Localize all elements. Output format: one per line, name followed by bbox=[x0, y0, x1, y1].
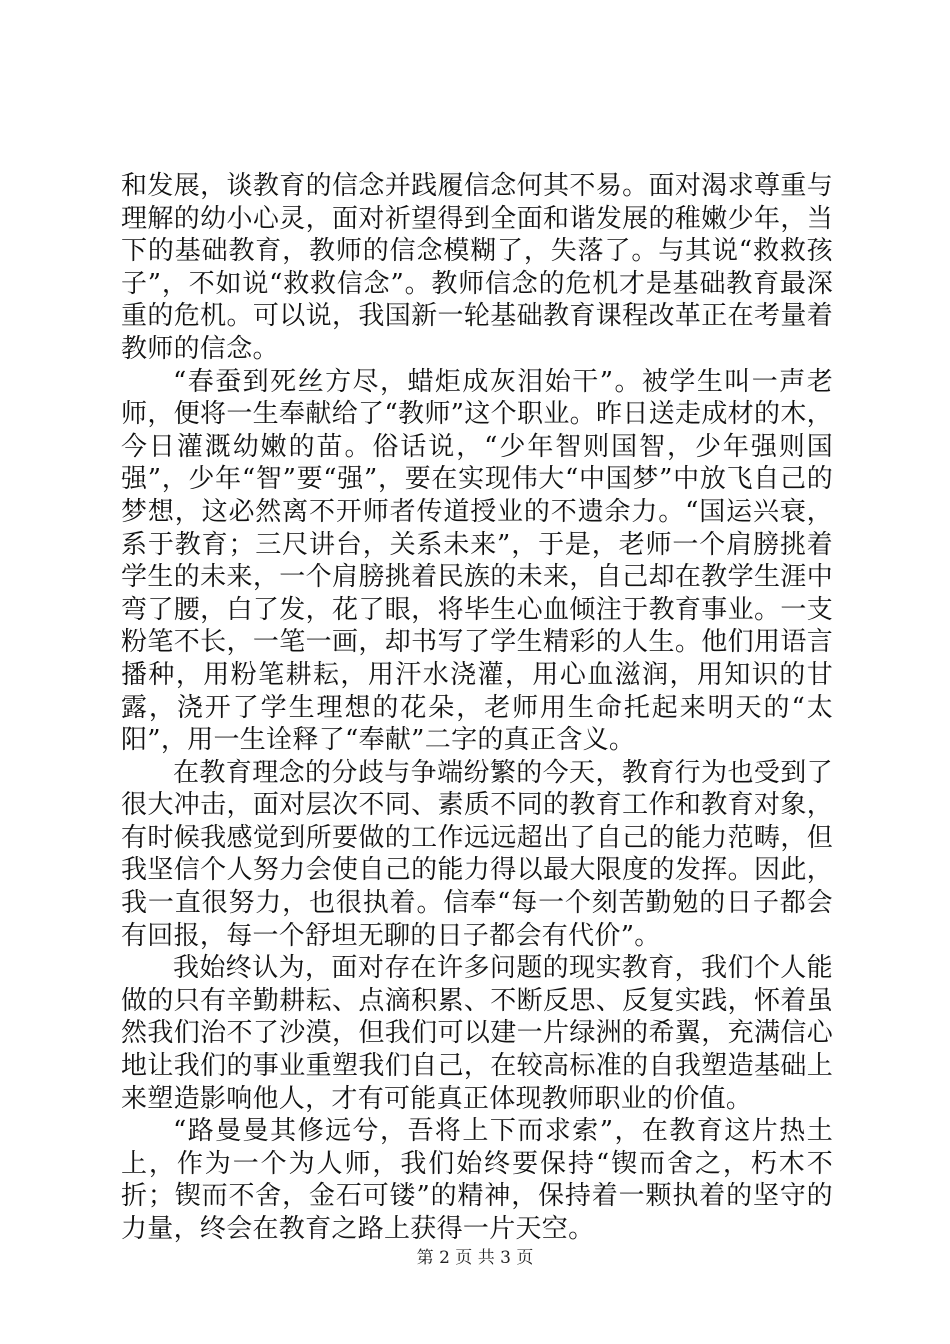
paragraph: “春蚕到死丝方尽，蜡炬成灰泪始干”。被学生叫一声老师，便将一生奉献给了“教师”这个职业。昨日送走成材的木，今日灌溉幼嫩的苗。俗话说，“少年智则国智，少年强则国强”，少年“智”要“强”，要在实现伟大“中国梦”中放飞自己的梦想，这必然离不开师者传道授业的不遗余力。“国运兴衰，系于教育；三尺讲台，关系未来”，于是，老师一个肩膀挑着学生的未来，一个肩膀挑着民族的未来，自己却在教学生涯中弯了腰，白了发，花了眼，将毕生心血倾注于教育事业。一支粉笔不长，一笔一画，却书写了学生精彩的人生。他们用语言播种，用粉笔耕耘，用汗水浇灌，用心血滋润，用知识的甘露，浇开了学生理想的花朵，老师用生命托起来明天的“太阳”，用一生诠释了“奉献”二字的真正含义。 bbox=[121, 366, 833, 756]
paragraph-continued: 和发展，谈教育的信念并践履信念何其不易。面对渴求尊重与理解的幼小心灵，面对祈望得到全面和谐发展的稚嫩少年，当下的基础教育，教师的信念模糊了，失落了。与其说“救救孩子”，不如说“救救信念”。教师信念的危机才是基础教育最深重的危机。可以说，我国新一轮基础教育课程改革正在考量着教师的信念。 bbox=[121, 171, 833, 364]
page-number-footer: 第 2 页 共 3 页 bbox=[416, 1248, 534, 1268]
paragraph: 在教育理念的分歧与争端纷繁的今天，教育行为也受到了很大冲击，面对层次不同、素质不同的教育工作和教育对象，有时候我感觉到所要做的工作远远超出了自己的能力范畴，但我坚信个人努力会使自己的能力得以最大限度的发挥。因此，我一直很努力，也很执着。信奉“每一个刻苦勤勉的日子都会有回报，每一个舒坦无聊的日子都会有代价”。 bbox=[121, 757, 833, 951]
paragraph: 我始终认为，面对存在许多问题的现实教育，我们个人能做的只有辛勤耕耘、点滴积累、不断反思、反复实践，怀着虽然我们治不了沙漠，但我们可以建一片绿洲的希翼，充满信心地让我们的事业重塑我们自己，在较高标准的自我塑造基础上来塑造影响他人，才有可能真正体现教师职业的价值。 bbox=[121, 953, 833, 1114]
paragraph: “路曼曼其修远兮，吾将上下而求索”，在教育这片热土上，作为一个为人师，我们始终要保持“锲而舍之，朽木不折；锲而不舍，金石可镂”的精神，保持着一颗执着的坚守的力量，终会在教育之路上获得一片天空。 bbox=[121, 1116, 833, 1244]
document-body bbox=[121, 170, 833, 1246]
